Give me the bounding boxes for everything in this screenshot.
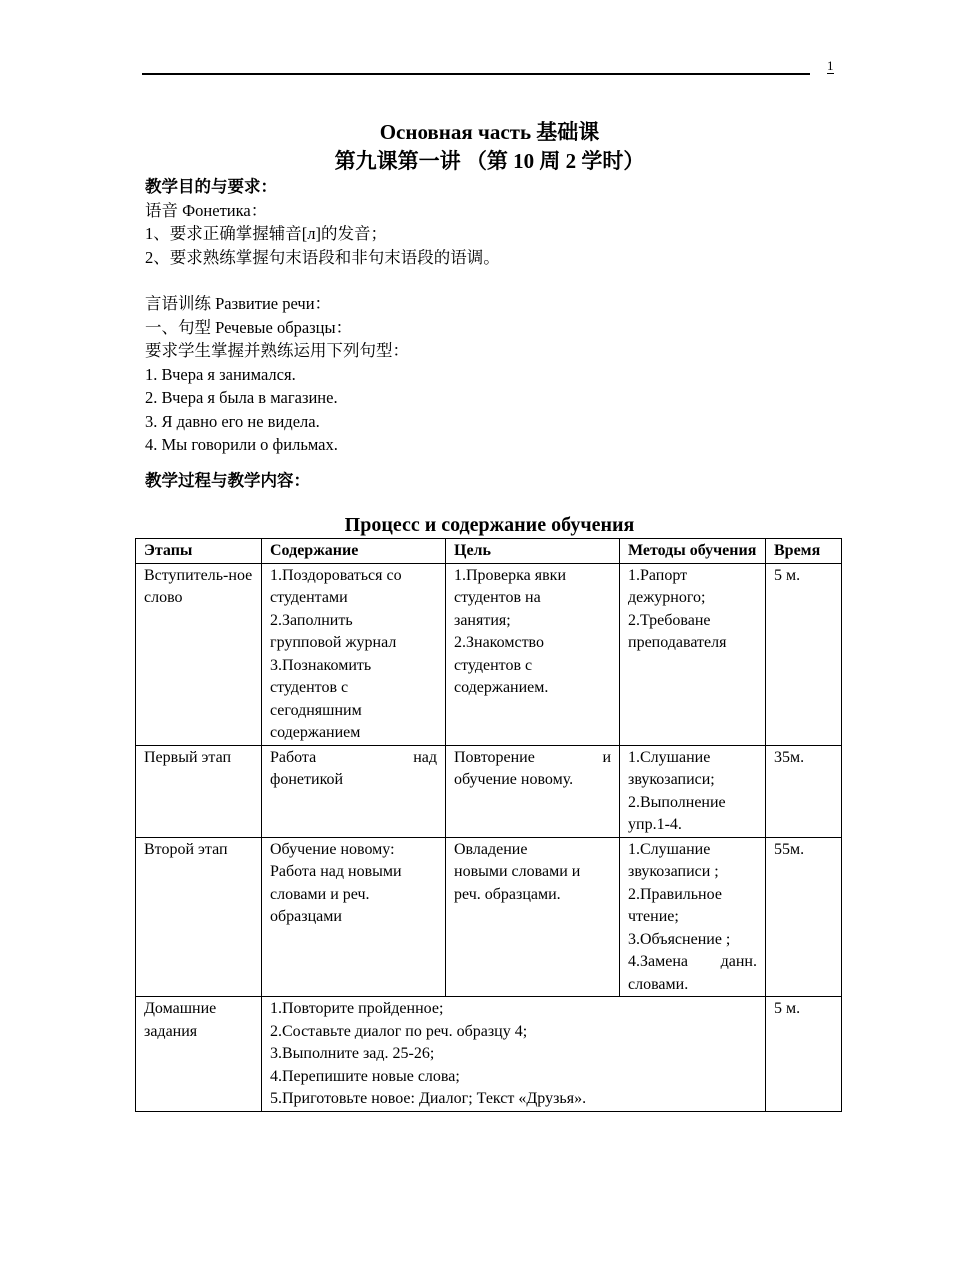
table-row bbox=[136, 563, 842, 745]
content-cell: Работа над фонетикой bbox=[262, 745, 446, 837]
homework-cell: 1.Повторите пройденное; 2.Составьте диалог по реч. образцу 4; 3.Выполните зад. 25-26; 4.Перепишите новые слова; 5.Приготовьте новое: Диалог; Текст «Друзья». bbox=[262, 997, 766, 1112]
pattern-item: 4. Мы говорили о фильмах. bbox=[145, 435, 338, 454]
pattern-item: 2. Вчера я была в магазине. bbox=[145, 388, 338, 407]
methods-cell: 1.Слушание звукозаписи; 2.Выполнение упр.1-4. bbox=[620, 745, 766, 837]
phonetics-item: 2、要求熟练掌握句末语段和非句末语段的语调。 bbox=[145, 247, 500, 267]
phonetics-label: 语音 Фонетика： bbox=[145, 200, 268, 220]
lesson-subtitle: 第九课第一讲 （第 10 周 2 学时） bbox=[334, 149, 645, 173]
pattern-item: 3. Я давно его не видела. bbox=[145, 411, 320, 431]
header-time: Время bbox=[766, 539, 842, 564]
content-cell: Обучение новому: Работа над новыми словами и реч. образцами bbox=[262, 837, 446, 997]
goal-cell: 1.Проверка явки студентов на занятия; 2.Знакомство студентов с содержанием. bbox=[446, 563, 620, 745]
patterns-intro: 要求学生掌握并熟练运用下列句型： bbox=[145, 341, 409, 360]
goal-cell: Овладение новыми словами и реч. образцами. bbox=[446, 837, 620, 997]
methods-cell: 1.Рапорт дежурного; 2.Требоване преподавателя bbox=[620, 563, 766, 745]
time-cell: 35м. bbox=[766, 745, 842, 837]
time-cell: 5 м. bbox=[766, 997, 842, 1112]
methods-cell: 1.Слушание звукозаписи ; 2.Правильное чтение; 3.Объяснение ; 4.Замена данн. словами. bbox=[620, 837, 766, 997]
table-title: Процесс и содержание обучения bbox=[344, 514, 635, 536]
header-rule bbox=[142, 73, 810, 75]
process-heading: 教学过程与教学内容： bbox=[145, 470, 310, 490]
patterns-label: 一、句型 Речевые образцы： bbox=[145, 317, 353, 337]
pattern-item: 1. Вчера я занимался. bbox=[145, 364, 296, 384]
lesson-plan-table bbox=[135, 538, 842, 1112]
table-row bbox=[136, 997, 842, 1112]
speech-label: 言语训练 Развитие речи： bbox=[145, 294, 332, 313]
stage-cell: Вступитель-ное слово bbox=[136, 563, 262, 745]
stage-cell: Первый этап bbox=[136, 745, 262, 837]
time-cell: 5 м. bbox=[766, 563, 842, 745]
table-row bbox=[136, 837, 842, 997]
content-cell: 1.Поздороваться со студентами 2.Заполнить групповой журнал 3.Познакомить студентов с сегодняшним содержанием bbox=[262, 563, 446, 745]
goal-cell: Повторение и обучение новому. bbox=[446, 745, 620, 837]
header-stages: Этапы bbox=[136, 539, 262, 564]
header-goal: Цель bbox=[446, 539, 620, 564]
page-number: 1 bbox=[827, 58, 834, 73]
header-methods: Методы обучения bbox=[620, 539, 766, 564]
lesson-goals-section bbox=[145, 175, 845, 492]
goals-heading: 教学目的与要求： bbox=[145, 177, 277, 196]
table-row bbox=[136, 745, 842, 837]
time-cell: 55м. bbox=[766, 837, 842, 997]
stage-cell: Второй этап bbox=[136, 837, 262, 997]
table-header-row bbox=[136, 539, 842, 564]
phonetics-item: 1、要求正确掌握辅音[л]的发音； bbox=[145, 224, 387, 243]
header-content: Содержание bbox=[262, 539, 446, 564]
stage-cell: Домашние задания bbox=[136, 997, 262, 1112]
document-title: Основная часть 基础课 bbox=[379, 120, 600, 144]
